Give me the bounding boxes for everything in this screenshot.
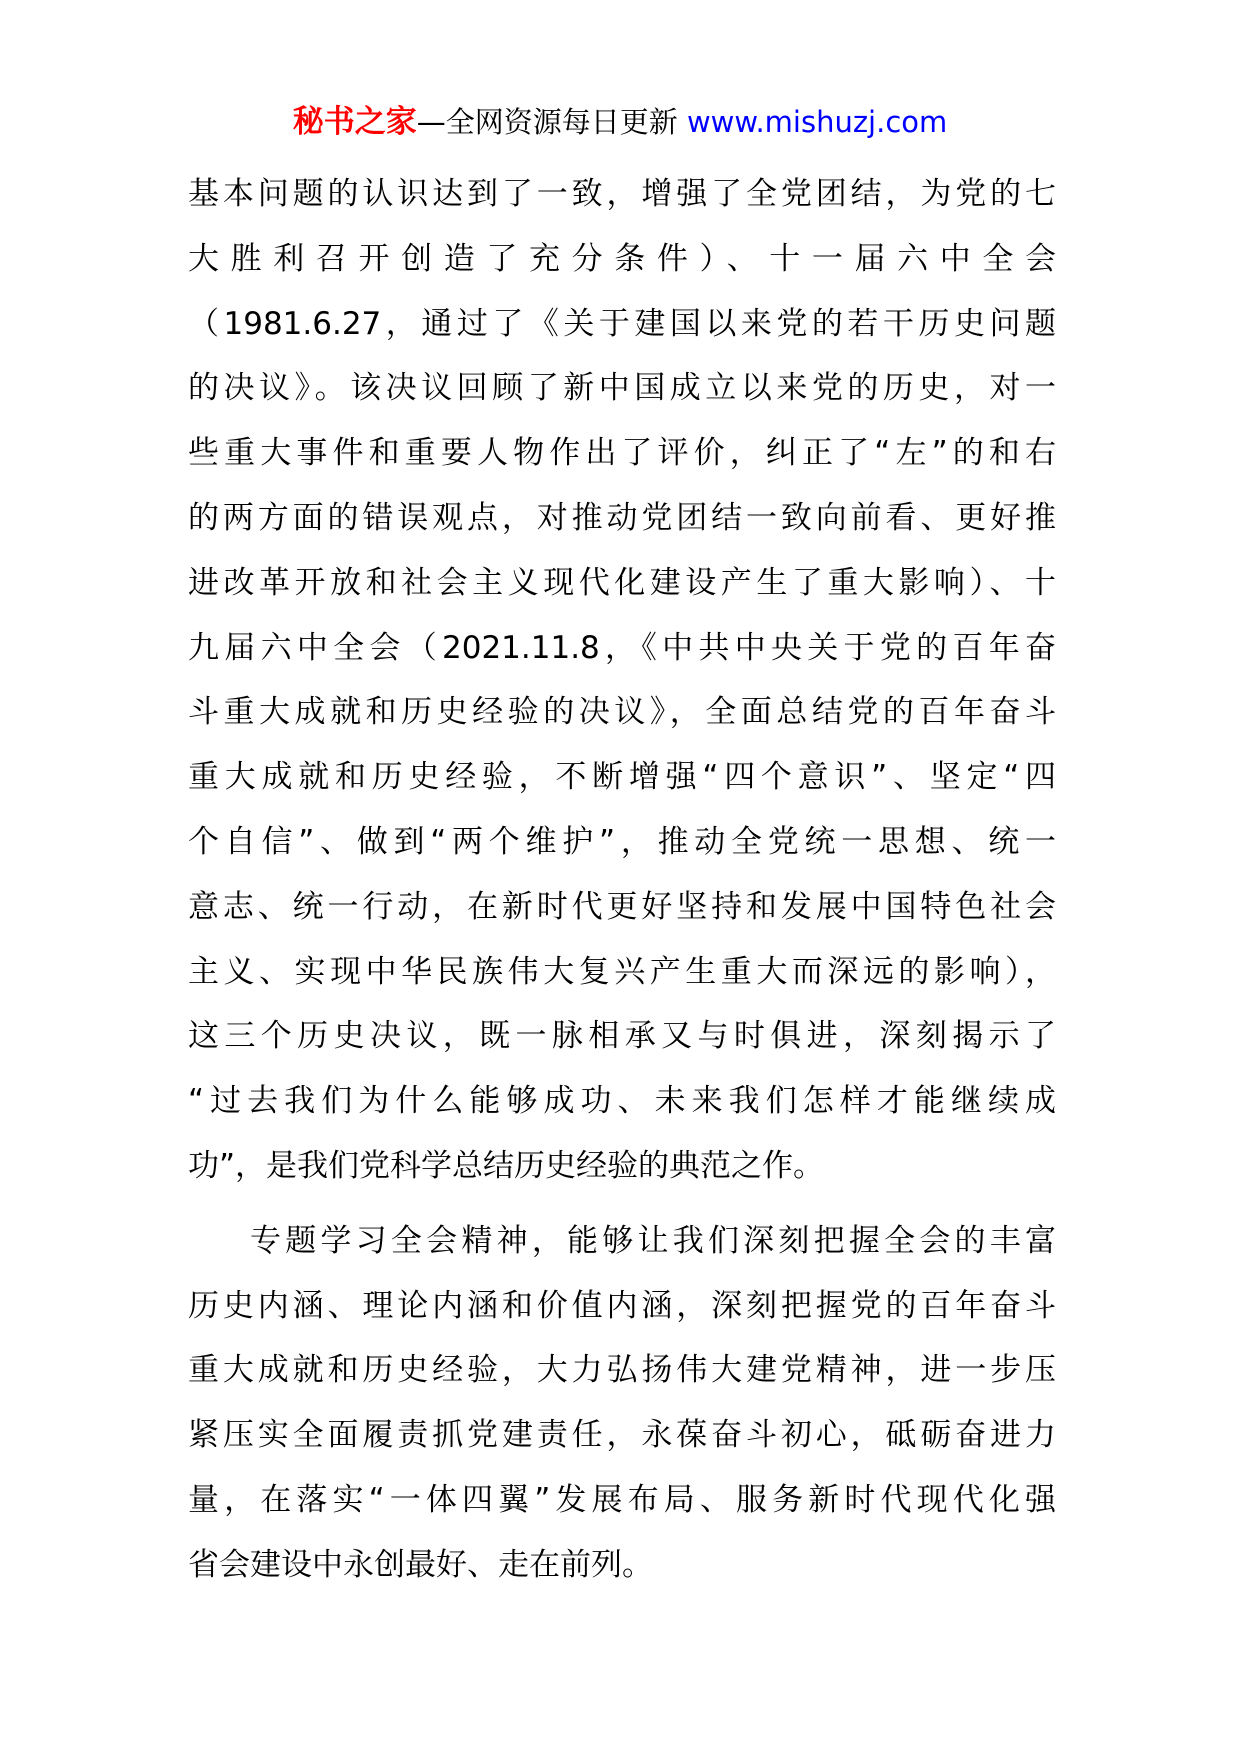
text-line: 进改革开放和社会主义现代化建设产生了重大影响）、十 xyxy=(188,564,1056,601)
text-line: 历史内涵、理论内涵和价值内涵，深刻把握党的百年奋斗 xyxy=(188,1287,1056,1324)
text-line: 紧压实全面履责抓党建责任，永葆奋斗初心，砥砺奋进力 xyxy=(188,1417,1056,1454)
header-brand: 秘书之家 xyxy=(292,104,417,140)
text-line: （1981.6.27，通过了《关于建国以来党的若干历史问题 xyxy=(188,305,1056,342)
text-line: 九届六中全会（2021.11.8，《中共中央关于党的百年奋 xyxy=(188,629,1056,666)
header-url-link[interactable]: www.mishuzj.com xyxy=(686,105,948,139)
text-line: 重大成就和历史经验，大力弘扬伟大建党精神，进一步压 xyxy=(188,1352,1056,1389)
text-line: 重大成就和历史经验，不断增强“四个意识”、坚定“四 xyxy=(188,759,1056,796)
text-line: “过去我们为什么能够成功、未来我们怎样才能继续成 xyxy=(188,1083,1056,1120)
text-line: 些重大事件和重要人物作出了评价，纠正了“左”的和右 xyxy=(188,435,1056,472)
text-line: 大胜利召开创造了充分条件）、十一届六中全会 xyxy=(188,240,1056,277)
text-line: 的决议》。该决议回顾了新中国成立以来党的历史，对一 xyxy=(188,370,1056,407)
text-line: 意志、统一行动，在新时代更好坚持和发展中国特色社会 xyxy=(188,888,1056,925)
paragraph-2 xyxy=(188,1209,1056,1598)
text-line: 个自信”、做到“两个维护”，推动全党统一思想、统一 xyxy=(188,823,1056,860)
document-body xyxy=(188,162,1056,1598)
page-header xyxy=(0,102,1240,142)
text-line: 功”，是我们党科学总结历史经验的典范之作。 xyxy=(188,1147,825,1184)
text-line: 量，在落实“一体四翼”发展布局、服务新时代现代化强 xyxy=(188,1481,1056,1518)
paragraph-1 xyxy=(188,162,1056,1199)
header-tagline: —全网资源每日更新 xyxy=(416,105,678,139)
text-line: 这三个历史决议，既一脉相承又与时俱进，深刻揭示了 xyxy=(188,1018,1056,1055)
text-line: 的两方面的错误观点，对推动党团结一致向前看、更好推 xyxy=(188,499,1056,536)
text-line: 基本问题的认识达到了一致，增强了全党团结，为党的七 xyxy=(188,176,1056,212)
text-line: 主义、实现中华民族伟大复兴产生重大而深远的影响）， xyxy=(188,953,1056,990)
paragraph-gap xyxy=(188,1199,1056,1209)
text-line: 斗重大成就和历史经验的决议》，全面总结党的百年奋斗 xyxy=(188,694,1056,731)
text-line: 省会建设中永创最好、走在前列。 xyxy=(188,1546,653,1583)
text-line: 专题学习全会精神，能够让我们深刻把握全会的丰富 xyxy=(250,1222,1056,1259)
